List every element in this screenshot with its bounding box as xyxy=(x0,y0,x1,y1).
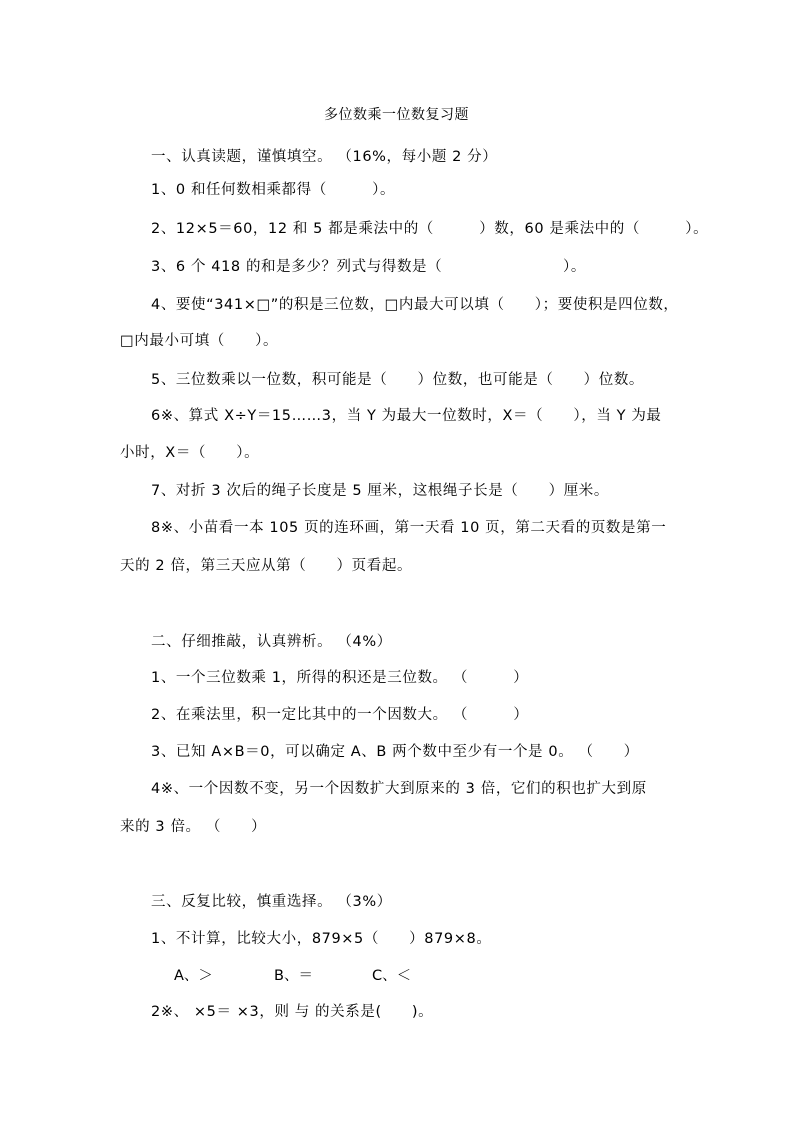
question-2-4-line2: 来的 3 倍。 （ ） xyxy=(120,819,267,835)
question-1-7: 7、对折 3 次后的绳子长度是 5 厘米，这根绳子长是（ ）厘米。 xyxy=(151,483,610,499)
question-1-8-line2: 天的 2 倍，第三天应从第（ ）页看起。 xyxy=(120,558,413,574)
question-3-1: 1、不计算，比较大小，879×5（ ）879×8。 xyxy=(151,931,492,947)
question-2-2: 2、在乘法里，积一定比其中的一个因数大。 （ ） xyxy=(151,707,529,723)
page-title: 多位数乘一位数复习题 xyxy=(324,107,469,123)
question-1-6-line2: 小时，X＝（ ）。 xyxy=(120,445,260,461)
section1-heading: 一、认真读题，谨慎填空。 （16%，每小题 2 分） xyxy=(151,149,498,165)
section2-heading: 二、仔细推敲，认真辨析。 （4%） xyxy=(151,634,392,650)
question-1-6-line1: 6※、算式 X÷Y＝15……3，当 Y 为最大一位数时，X＝（ ），当 Y 为最 xyxy=(151,408,662,424)
question-1-5: 5、三位数乘以一位数，积可能是（ ）位数，也可能是（ ）位数。 xyxy=(151,372,645,388)
question-1-2: 2、12×5＝60，12 和 5 都是乘法中的（ ）数，60 是乘法中的（ ）。 xyxy=(151,221,709,237)
option-b: B、＝ xyxy=(274,968,313,984)
question-3-2: 2※、 ×5＝ ×3，则 与 的关系是( )。 xyxy=(151,1004,434,1020)
option-c: C、＜ xyxy=(372,968,412,984)
question-2-1: 1、一个三位数乘 1，所得的积还是三位数。 （ ） xyxy=(151,670,529,686)
question-2-4-line1: 4※、一个因数不变，另一个因数扩大到原来的 3 倍，它们的积也扩大到原 xyxy=(151,781,647,797)
question-1-1: 1、0 和任何数相乘都得（ ）。 xyxy=(151,182,396,198)
question-2-3: 3、已知 A×B＝0，可以确定 A、B 两个数中至少有一个是 0。 （ ） xyxy=(151,744,639,760)
option-a: A、＞ xyxy=(174,968,213,984)
question-1-4-line1: 4、要使“341×□”的积是三位数，□内最大可以填（ ）；要使积是四位数， xyxy=(151,297,679,313)
question-1-4-line2: □内最小可填（ ）。 xyxy=(120,333,279,349)
section3-heading: 三、反复比较，慎重选择。 （3%） xyxy=(151,894,392,910)
question-1-8-line1: 8※、小苗看一本 105 页的连环画，第一天看 10 页，第二天看的页数是第一 xyxy=(151,520,667,536)
question-1-3: 3、6 个 418 的和是多少？列式与得数是（ ）。 xyxy=(151,259,587,275)
